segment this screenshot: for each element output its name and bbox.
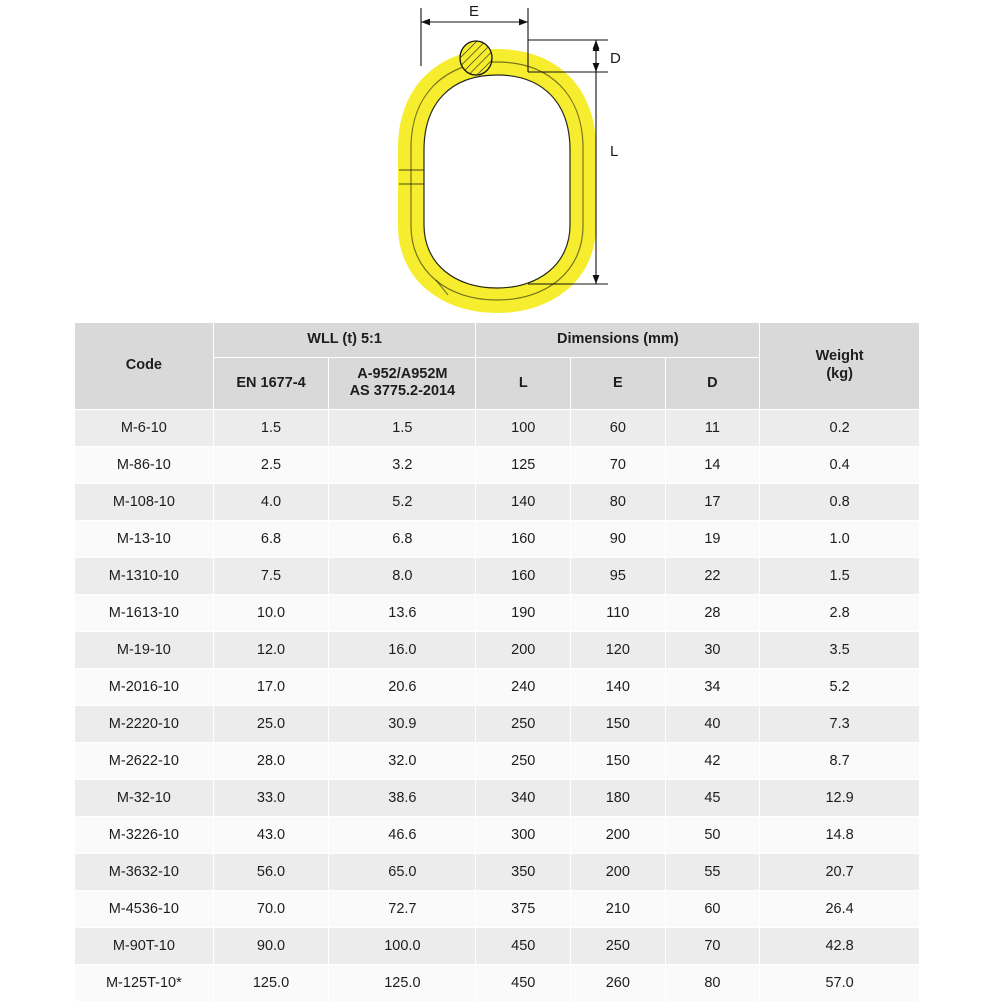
table-row <box>75 484 920 521</box>
cell-dim-d: 34 <box>665 669 760 706</box>
cell-dim-e: 80 <box>571 484 666 521</box>
cell-dim-d: 60 <box>665 891 760 928</box>
specification-table <box>74 322 920 1002</box>
table-row <box>75 780 920 817</box>
cell-dim-e: 60 <box>571 410 666 447</box>
cell-code: M-125T-10* <box>75 965 214 1002</box>
cell-dim-e: 210 <box>571 891 666 928</box>
cell-wll-as3775: 38.6 <box>329 780 476 817</box>
cell-wll-en1677: 6.8 <box>213 521 329 558</box>
cell-code: M-19-10 <box>75 632 214 669</box>
cell-dim-e: 260 <box>571 965 666 1002</box>
cell-weight: 8.7 <box>760 743 920 780</box>
cell-code: M-90T-10 <box>75 928 214 965</box>
cell-code: M-2220-10 <box>75 706 214 743</box>
cell-weight: 5.2 <box>760 669 920 706</box>
cell-code: M-3226-10 <box>75 817 214 854</box>
cell-code: M-2016-10 <box>75 669 214 706</box>
cell-dim-e: 200 <box>571 817 666 854</box>
cell-wll-as3775: 32.0 <box>329 743 476 780</box>
table-header-row-1 <box>75 323 920 358</box>
header-wll-as3775-line2: AS 3775.2-2014 <box>349 383 456 400</box>
cell-dim-d: 14 <box>665 447 760 484</box>
cell-dim-l: 160 <box>476 558 571 595</box>
cell-wll-en1677: 28.0 <box>213 743 329 780</box>
cell-wll-en1677: 10.0 <box>213 595 329 632</box>
cell-weight: 1.5 <box>760 558 920 595</box>
cell-dim-e: 200 <box>571 854 666 891</box>
cell-wll-as3775: 13.6 <box>329 595 476 632</box>
table-row <box>75 447 920 484</box>
header-wll-as3775 <box>329 357 476 409</box>
cell-code: M-6-10 <box>75 410 214 447</box>
header-wll-as3775-line1: A-952/A952M <box>357 365 448 382</box>
cell-dim-d: 45 <box>665 780 760 817</box>
cell-wll-en1677: 70.0 <box>213 891 329 928</box>
cell-dim-d: 55 <box>665 854 760 891</box>
cell-dim-d: 11 <box>665 410 760 447</box>
cell-dim-l: 100 <box>476 410 571 447</box>
header-dim-e: E <box>571 357 666 409</box>
table-row <box>75 632 920 669</box>
header-dim-d: D <box>665 357 760 409</box>
cell-wll-en1677: 4.0 <box>213 484 329 521</box>
cell-weight: 7.3 <box>760 706 920 743</box>
cell-wll-en1677: 2.5 <box>213 447 329 484</box>
header-wll-en1677: EN 1677-4 <box>213 357 329 409</box>
cell-wll-en1677: 1.5 <box>213 410 329 447</box>
header-code: Code <box>75 323 214 410</box>
cell-wll-en1677: 12.0 <box>213 632 329 669</box>
cell-dim-e: 110 <box>571 595 666 632</box>
cell-wll-en1677: 56.0 <box>213 854 329 891</box>
cell-dim-e: 90 <box>571 521 666 558</box>
table-row <box>75 743 920 780</box>
cell-weight: 0.4 <box>760 447 920 484</box>
cell-dim-e: 70 <box>571 447 666 484</box>
cell-weight: 2.8 <box>760 595 920 632</box>
cell-wll-en1677: 17.0 <box>213 669 329 706</box>
cell-wll-as3775: 125.0 <box>329 965 476 1002</box>
cell-dim-l: 140 <box>476 484 571 521</box>
cell-wll-en1677: 25.0 <box>213 706 329 743</box>
cell-dim-d: 22 <box>665 558 760 595</box>
table-row <box>75 817 920 854</box>
cell-code: M-13-10 <box>75 521 214 558</box>
cell-dim-l: 125 <box>476 447 571 484</box>
table-row <box>75 410 920 447</box>
cell-wll-as3775: 100.0 <box>329 928 476 965</box>
cell-dim-d: 28 <box>665 595 760 632</box>
header-weight-line1: Weight <box>815 348 864 365</box>
section-circle <box>460 41 492 75</box>
cell-dim-l: 375 <box>476 891 571 928</box>
header-wll-group: WLL (t) 5:1 <box>213 323 476 358</box>
cell-dim-d: 17 <box>665 484 760 521</box>
cell-dim-d: 50 <box>665 817 760 854</box>
cell-dim-l: 450 <box>476 965 571 1002</box>
dimension-label-l: L <box>610 143 619 160</box>
cell-weight: 1.0 <box>760 521 920 558</box>
cell-wll-as3775: 20.6 <box>329 669 476 706</box>
cell-wll-en1677: 125.0 <box>213 965 329 1002</box>
cell-wll-en1677: 90.0 <box>213 928 329 965</box>
cell-wll-as3775: 16.0 <box>329 632 476 669</box>
cell-weight: 0.8 <box>760 484 920 521</box>
cell-dim-e: 95 <box>571 558 666 595</box>
table-row <box>75 521 920 558</box>
dimension-label-d: D <box>610 50 621 67</box>
cell-wll-as3775: 30.9 <box>329 706 476 743</box>
cell-dim-d: 40 <box>665 706 760 743</box>
dimension-label-e: E <box>468 3 480 20</box>
table-row <box>75 595 920 632</box>
table-head <box>75 323 920 410</box>
table-row <box>75 928 920 965</box>
cell-dim-l: 240 <box>476 669 571 706</box>
cell-code: M-1310-10 <box>75 558 214 595</box>
cell-wll-en1677: 43.0 <box>213 817 329 854</box>
cell-weight: 3.5 <box>760 632 920 669</box>
cell-wll-as3775: 72.7 <box>329 891 476 928</box>
table-body <box>75 410 920 1002</box>
table-row <box>75 706 920 743</box>
cell-dim-l: 450 <box>476 928 571 965</box>
cell-code: M-4536-10 <box>75 891 214 928</box>
table-row <box>75 558 920 595</box>
cell-wll-as3775: 8.0 <box>329 558 476 595</box>
cell-weight: 14.8 <box>760 817 920 854</box>
cell-weight: 20.7 <box>760 854 920 891</box>
header-dimensions-group: Dimensions (mm) <box>476 323 760 358</box>
cell-wll-as3775: 5.2 <box>329 484 476 521</box>
cell-code: M-2622-10 <box>75 743 214 780</box>
cell-dim-l: 200 <box>476 632 571 669</box>
cell-wll-as3775: 1.5 <box>329 410 476 447</box>
cell-dim-d: 30 <box>665 632 760 669</box>
cell-wll-as3775: 65.0 <box>329 854 476 891</box>
cell-dim-l: 340 <box>476 780 571 817</box>
cell-code: M-32-10 <box>75 780 214 817</box>
cell-dim-d: 42 <box>665 743 760 780</box>
cell-dim-l: 250 <box>476 706 571 743</box>
cell-code: M-1613-10 <box>75 595 214 632</box>
header-weight <box>760 323 920 410</box>
cell-wll-en1677: 7.5 <box>213 558 329 595</box>
cell-wll-as3775: 46.6 <box>329 817 476 854</box>
cell-dim-e: 120 <box>571 632 666 669</box>
cell-dim-e: 180 <box>571 780 666 817</box>
table-row <box>75 891 920 928</box>
cell-dim-e: 150 <box>571 743 666 780</box>
cell-code: M-3632-10 <box>75 854 214 891</box>
table-row <box>75 965 920 1002</box>
cell-dim-e: 150 <box>571 706 666 743</box>
cell-dim-d: 70 <box>665 928 760 965</box>
header-weight-line2: (kg) <box>826 366 853 383</box>
table-row <box>75 669 920 706</box>
cell-dim-l: 350 <box>476 854 571 891</box>
master-link-body <box>399 62 583 300</box>
cell-weight: 26.4 <box>760 891 920 928</box>
cell-weight: 12.9 <box>760 780 920 817</box>
cell-dim-d: 80 <box>665 965 760 1002</box>
cell-dim-l: 300 <box>476 817 571 854</box>
cell-dim-l: 250 <box>476 743 571 780</box>
cell-code: M-86-10 <box>75 447 214 484</box>
cell-wll-as3775: 3.2 <box>329 447 476 484</box>
cell-weight: 42.8 <box>760 928 920 965</box>
cell-wll-en1677: 33.0 <box>213 780 329 817</box>
table-row <box>75 854 920 891</box>
cell-weight: 57.0 <box>760 965 920 1002</box>
cell-weight: 0.2 <box>760 410 920 447</box>
cell-dim-l: 190 <box>476 595 571 632</box>
cell-wll-as3775: 6.8 <box>329 521 476 558</box>
cell-dim-e: 250 <box>571 928 666 965</box>
cell-code: M-108-10 <box>75 484 214 521</box>
cell-dim-l: 160 <box>476 521 571 558</box>
product-diagram <box>0 0 994 315</box>
header-dim-l: L <box>476 357 571 409</box>
specification-table-wrapper <box>74 322 920 1002</box>
cell-dim-d: 19 <box>665 521 760 558</box>
cell-dim-e: 140 <box>571 669 666 706</box>
